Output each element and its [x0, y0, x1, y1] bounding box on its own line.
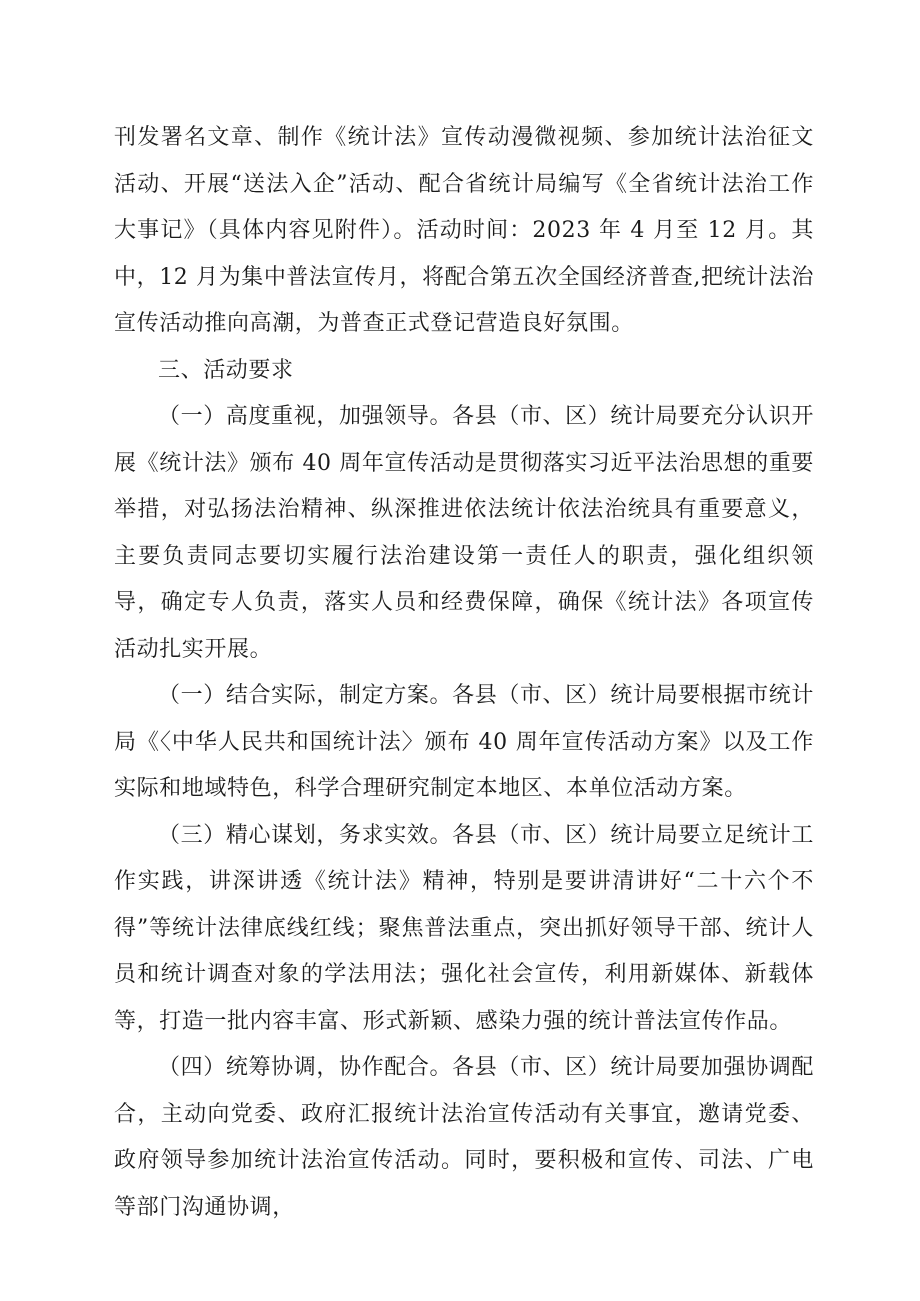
- requirement-paragraph-2: （一）结合实际，制定方案。各县（市、区）统计局要根据市统计局《〈中华人民共和国统计法〉颁布 40 周年宣传活动方案》以及工作实际和地域特色，科学合理研究制定本地区、本单位活动方案。: [114, 683, 814, 801]
- requirement-paragraph-1: （一）高度重视，加强领导。各县（市、区）统计局要充分认识开展《统计法》颁布 40 周年宣传活动是贯彻落实习近平法治思想的重要举措，对弘扬法治精神、纵深推进依法统计依法治统具有重要意义，主要负责同志要切实履行法治建设第一责任人的职责，强化组织领导，确定专人负责，落实人员和经费保障，确保《统计法》各项宣传活动扎实开展。: [114, 404, 814, 662]
- activity-time-paragraph: 刊发署名文章、制作《统计法》宣传动漫微视频、参加统计法治征文活动、开展“送法入企”活动、配合省统计局编写《全省统计法治工作大事记》（具体内容见附件）。活动时间：2023 年 4 月至 12 月。其中，12 月为集中普法宣传月，将配合第五次全国经济普查,把统计法治宣传活动推向高潮，为普查正式登记营造良好氛围。: [114, 125, 814, 336]
- document-body: [114, 115, 814, 1231]
- requirement-paragraph-3: （三）精心谋划，务求实效。各县（市、区）统计局要立足统计工作实践，讲深讲透《统计法》精神，特别是要讲清讲好“二十六个不得”等统计法律底线红线；聚焦普法重点，突出抓好领导干部、统计人员和统计调查对象的学法用法；强化社会宣传，利用新媒体、新载体等，打造一批内容丰富、形式新颖、感染力强的统计普法宣传作品。: [114, 822, 814, 1034]
- requirement-paragraph-4: （四）统筹协调，协作配合。各县（市、区）统计局要加强协调配合，主动向党委、政府汇报统计法治宣传活动有关事宜，邀请党委、政府领导参加统计法治宣传活动。同时，要积极和宣传、司法、广电等部门沟通协调，: [114, 1055, 814, 1220]
- section-heading-activity-requirements: 三、活动要求: [158, 357, 294, 383]
